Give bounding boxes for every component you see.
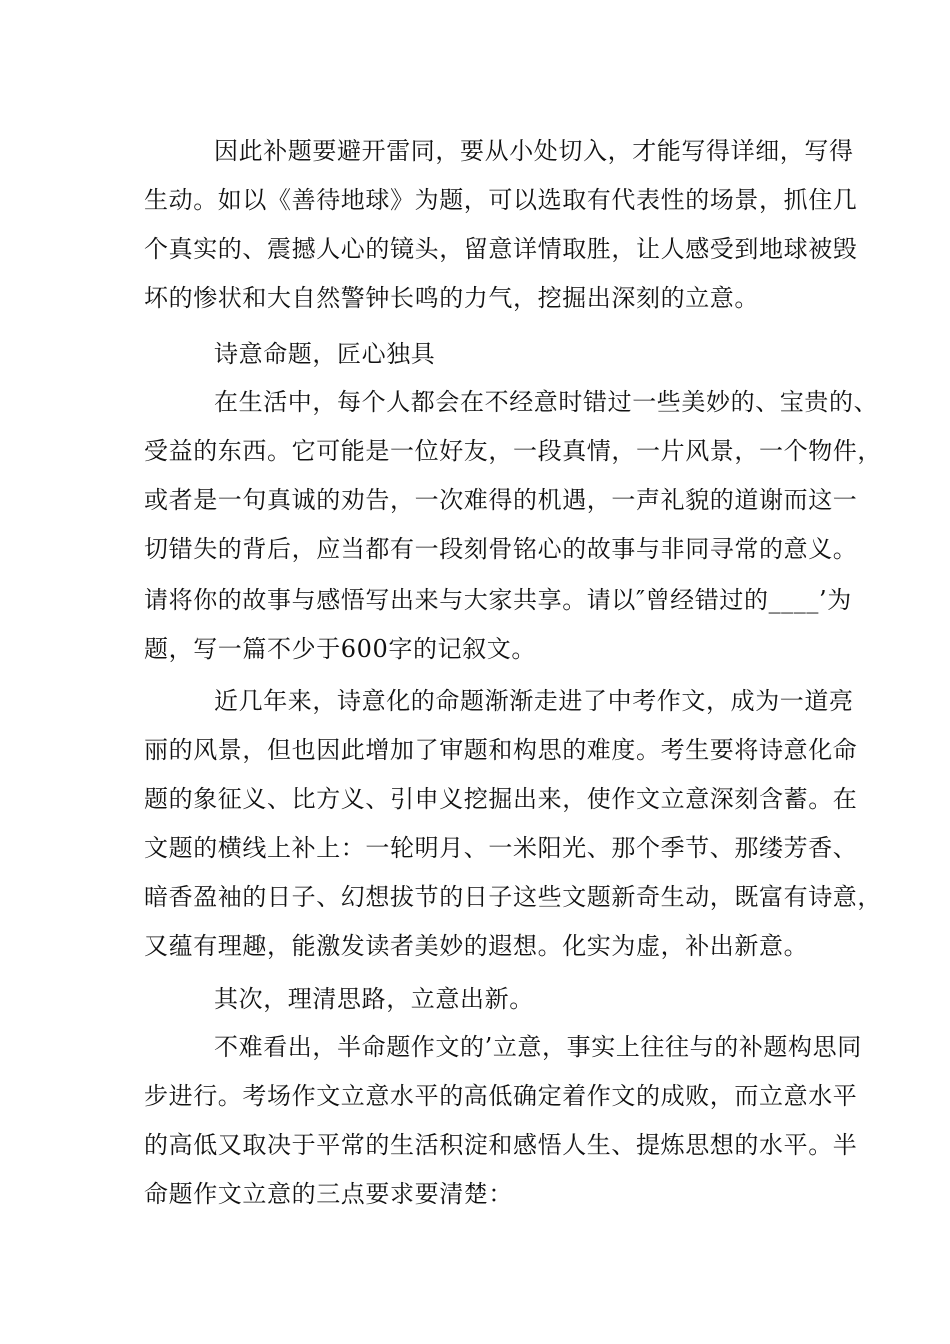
text-line: 丽的风景，但也因此增加了审题和构思的难度。考生要将诗意化命	[144, 736, 858, 764]
text-line: 个真实的、震撼人心的镜头，留意详情取胜，让人感受到地球被毁	[144, 235, 858, 263]
text-line: 请将你的故事与感悟写出来与大家共享。请以″曾经错过的____’为	[144, 586, 852, 614]
text-line: 受益的东西。它可能是一位好友，一段真情，一片风景，一个物件，	[144, 437, 882, 465]
text-line: 暗香盈袖的日子、幻想拔节的日子这些文题新奇生动，既富有诗意，	[144, 883, 882, 911]
text-line: 坏的惨状和大自然警钟长鸣的力气，挖掘出深刻的立意。	[144, 284, 759, 312]
text-line: 文题的横线上补上：一轮明月、一米阳光、那个季节、那缕芳香、	[144, 834, 858, 862]
text-line: 题，写一篇不少于600字的记叙文。	[144, 635, 537, 663]
text-line: 又蕴有理趣，能激发读者美妙的遐想。化实为虚，补出新意。	[144, 932, 809, 960]
text-line: 或者是一句真诚的劝告，一次难得的机遇，一声礼貌的道谢而这一	[144, 486, 858, 514]
text-line: 在生活中，每个人都会在不经意时错过一些美妙的、宝贵的、	[214, 388, 879, 416]
text-line: 近几年来，诗意化的命题渐渐走进了中考作文，成为一道亮	[214, 687, 854, 715]
text-line: 因此补题要避开雷同，要从小处切入，才能写得详细，写得	[214, 137, 854, 165]
text-line: 生动。如以《善待地球》为题，可以选取有代表性的场景，抓住几	[144, 186, 858, 214]
text-line: 命题作文立意的三点要求要清楚：	[144, 1180, 513, 1208]
text-line: 的高低又取决于平常的生活积淀和感悟人生、提炼思想的水平。半	[144, 1131, 858, 1159]
text-line: 切错失的背后，应当都有一段刻骨铭心的故事与非同寻常的意义。	[144, 535, 858, 563]
section-heading: 诗意命题，匠心独具	[214, 340, 436, 368]
text-line: 步进行。考场作文立意水平的高低确定着作文的成败，而立意水平	[144, 1082, 858, 1110]
text-line: 题的象征义、比方义、引申义挖掘出来，使作文立意深刻含蓄。在	[144, 785, 858, 813]
section-heading: 其次，理清思路，立意出新。	[214, 985, 534, 1013]
text-line: 不难看出，半命题作文的’立意，事实上往往与的补题构思同	[214, 1033, 862, 1061]
